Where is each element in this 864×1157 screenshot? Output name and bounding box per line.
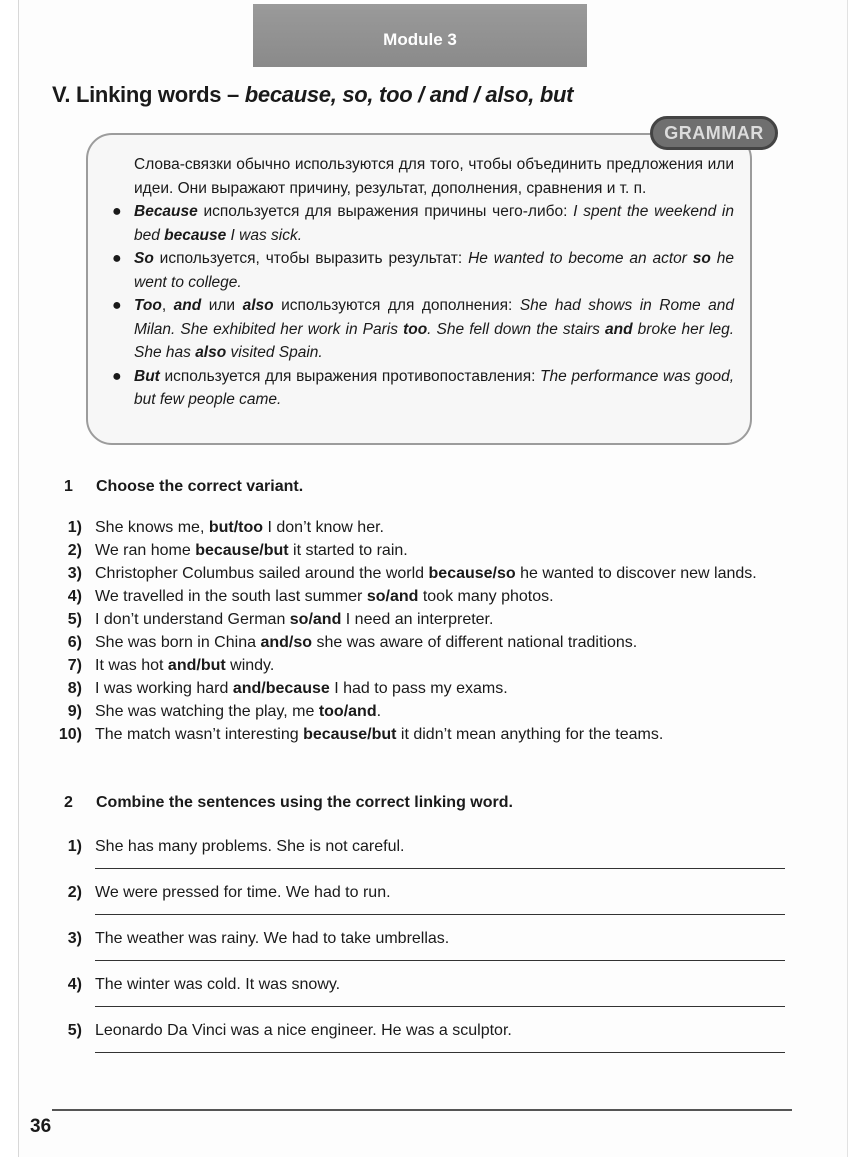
grammar-bullet-but: ● But используется для выражения противопоставления: The performance was good, but few people came.	[134, 365, 734, 412]
choice-option[interactable]: and/so	[260, 634, 312, 651]
list-item: 4) We travelled in the south last summer so/and took many photos.	[67, 588, 554, 605]
section-title-words: because, so, too / and / also, but	[244, 82, 574, 107]
list-item: 9) She was watching the play, me too/and.	[67, 703, 382, 720]
list-item: 2) We ran home because/but it started to rain.	[67, 542, 408, 559]
list-item: 6) She was born in China and/so she was aware of different national traditions.	[67, 634, 638, 651]
task1-heading	[64, 478, 303, 496]
grammar-bullet-so: ● So используется, чтобы выразить результат: He wanted to become an actor so he went to college.	[134, 247, 734, 294]
grammar-bullet-too-and-also: ● Too, and или also используются для дополнения: She had shows in Rome and Milan. She exhibited her work in Paris too. She fell down the stairs and broke her leg. She has also visited Spain.	[134, 294, 734, 365]
task1-number: 1	[64, 478, 73, 495]
list-item: 2) We were pressed for time. We had to run.	[52, 881, 792, 927]
bullet-icon: ●	[112, 367, 122, 385]
section-title	[52, 82, 573, 108]
answer-line[interactable]	[95, 868, 785, 869]
choice-option[interactable]: and/because	[232, 680, 330, 697]
footer-divider	[52, 1109, 792, 1111]
choice-option[interactable]: because/but	[303, 726, 397, 743]
grammar-badge	[650, 116, 778, 150]
list-item: 1) She knows me, but/too I don’t know her.	[67, 519, 384, 536]
task2-list	[52, 835, 792, 1065]
choice-option[interactable]: too/and	[318, 703, 377, 720]
module-label: Module 3	[383, 29, 457, 49]
bullet-icon: ●	[112, 297, 122, 314]
list-item: 5) I don’t understand German so/and I need an interpreter.	[67, 611, 494, 628]
choice-option[interactable]: and/but	[167, 657, 226, 674]
choice-option[interactable]: so/and	[289, 611, 342, 628]
grammar-explanation	[112, 153, 734, 412]
answer-line[interactable]	[95, 1006, 785, 1007]
grammar-intro: Слова-связки обычно используются для того, чтобы объединить предложения или идеи. Они выражают причину, результат, дополнения, сравнения и т. п.	[134, 156, 734, 197]
list-item: 5) Leonardo Da Vinci was a nice engineer. He was a sculptor.	[52, 1019, 792, 1065]
task1-list	[52, 516, 792, 746]
list-item: 7) It was hot and/but windy.	[67, 657, 275, 674]
grammar-badge-label: GRAMMAR	[664, 122, 764, 143]
bullet-icon: ●	[112, 203, 122, 220]
page-number: 36	[30, 1116, 52, 1137]
task2-number: 2	[64, 794, 73, 811]
task1-instruction: Choose the correct variant.	[96, 478, 304, 495]
list-item: 1) She has many problems. She is not careful.	[52, 835, 792, 881]
list-item: 3) Christopher Columbus sailed around the world because/so he wanted to discover new lands.	[67, 565, 757, 582]
answer-line[interactable]	[95, 1052, 785, 1053]
choice-option[interactable]: because/but	[195, 542, 289, 559]
grammar-bullet-because: ● Because используется для выражения причины чего-либо: I spent the weekend in bed because I was sick.	[134, 200, 734, 247]
choice-option[interactable]: so/and	[366, 588, 419, 605]
section-title-prefix: V. Linking words –	[52, 82, 245, 107]
list-item: 3) The weather was rainy. We had to take umbrellas.	[52, 927, 792, 973]
choice-option[interactable]: because/so	[428, 565, 516, 582]
answer-line[interactable]	[95, 960, 785, 961]
list-item: 8) I was working hard and/because I had to pass my exams.	[67, 680, 508, 697]
list-item: 10) The match wasn’t interesting because/but it didn’t mean anything for the teams.	[58, 726, 664, 743]
grammar-bullet-list	[112, 200, 734, 412]
module-header-tab	[253, 4, 587, 67]
task2-instruction: Combine the sentences using the correct linking word.	[96, 794, 513, 811]
task2-heading	[64, 794, 513, 812]
list-item: 4) The winter was cold. It was snowy.	[52, 973, 792, 1019]
choice-option[interactable]: but/too	[208, 519, 264, 536]
answer-line[interactable]	[95, 914, 785, 915]
bullet-icon: ●	[112, 250, 122, 267]
